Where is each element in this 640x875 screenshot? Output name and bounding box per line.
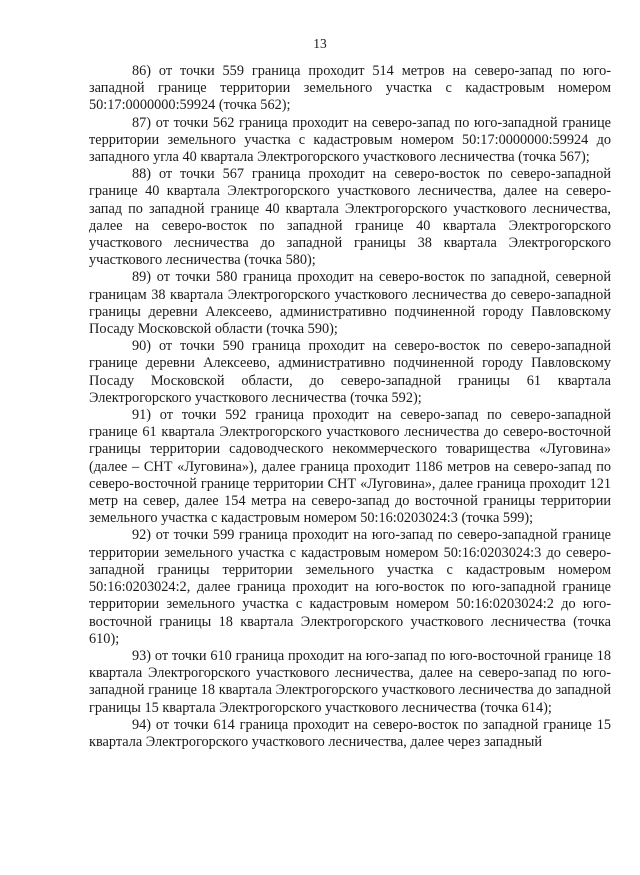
document-body bbox=[89, 63, 611, 751]
page-number: 13 bbox=[313, 36, 327, 51]
paragraph-90: 90) от точки 590 граница проходит на северо-восток по северо-западной границе деревни Алексеево, административно подчиненной городу Павловскому Посаду Московской области, до северо-западной границы 61 квартала Электрогорского участкового лесничества (точка 592); bbox=[89, 338, 611, 406]
paragraph-93: 93) от точки 610 граница проходит на юго-запад по юго-восточной границе 18 квартала Электрогорского участкового лесничества, далее на северо-запад по юго-западной границе 18 квартала Электрогорского участкового лесничества до западной границы 15 квартала Электрогорского участкового лесничества (точка 614); bbox=[89, 647, 611, 716]
paragraph-87: 87) от точки 562 граница проходит на северо-запад по юго-западной границе территории земельного участка с кадастровым номером 50:17:0000000:59924 до западного угла 40 квартала Электрогорского участкового лесничества (точка 567); bbox=[89, 114, 611, 166]
paragraph-86: 86) от точки 559 граница проходит 514 метров на северо-запад по юго-западной границе территории земельного участка с кадастровым номером 50:17:0000000:59924 (точка 562); bbox=[89, 63, 611, 114]
paragraph-88: 88) от точки 567 граница проходит на северо-восток по северо-западной границе 40 квартала Электрогорского участкового лесничества, далее на северо-запад по западной границе 40 квартала Электрогорского участкового лесничества, далее на северо-восток по западной границе 40 квартала Электрогорского участкового лесничества до западной границы 38 квартала Электрогорского участкового лесничества (точка 580); bbox=[89, 166, 611, 269]
paragraph-94: 94) от точки 614 граница проходит на северо-восток по западной границе 15 квартала Электрогорского участкового лесничества, далее через западный bbox=[89, 716, 611, 750]
paragraph-91: 91) от точки 592 граница проходит на северо-запад по северо-западной границе 61 квартала Электрогорского участкового лесничества до северо-восточной границы территории садоводческого некоммерческого товарищества «Луговина» (далее – СНТ «Луговина»), далее граница проходит 1186 метров на северо-запад по северо-восточной границе территории СНТ «Луговина», далее граница проходит 121 метр на север, далее 154 метра на северо-запад до восточной границы территории земельного участка с кадастровым номером 50:16:0203024:3 (точка 599); bbox=[89, 407, 611, 527]
paragraph-89: 89) от точки 580 граница проходит на северо-восток по западной, северной границам 38 квартала Электрогорского участкового лесничества до северо-западной границы деревни Алексеево, административно подчиненной городу Павловскому Посаду Московской области (точка 590); bbox=[89, 269, 611, 338]
paragraph-92: 92) от точки 599 граница проходит на юго-запад по северо-западной границе территории земельного участка с кадастровым номером 50:16:0203024:3 до северо-западной границы территории земельного участка с кадастровым номером 50:16:0203024:2, далее граница проходит на юго-восток по юго-западной границе территории земельного участка с кадастровым номером 50:16:0203024:2 до юго-восточной границы 18 квартала Электрогорского участкового лесничества (точка 610); bbox=[89, 527, 611, 647]
